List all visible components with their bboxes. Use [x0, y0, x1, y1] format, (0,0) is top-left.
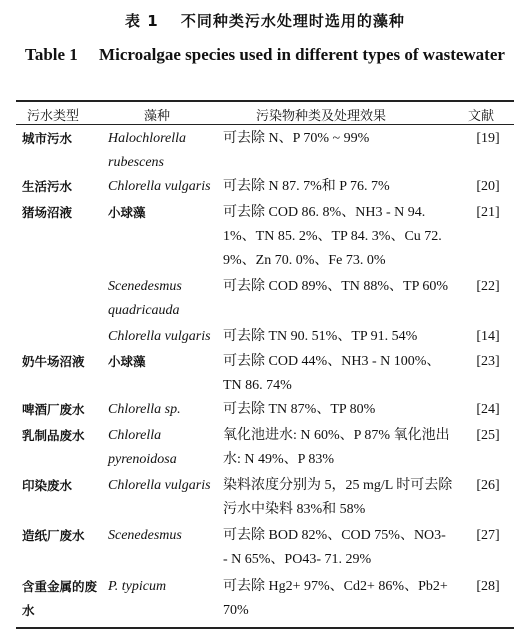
cell-effect: 可去除 COD 86. 8%、NH3 - N 94. 1%、TN 85. 2%、TP 84. 3%、Cu 72. 9%、Zn 70. 0%、Fe 73. 0% [223, 205, 442, 268]
cell-species: 小球藻 [108, 205, 146, 220]
cell-effect: 可去除 TN 90. 51%、TP 91. 54% [223, 329, 418, 344]
cell-ref: [22] [476, 279, 500, 294]
cell-ref: [19] [476, 131, 500, 146]
cell-type: 印染废水 [22, 478, 73, 493]
cell-species: Chlorella pyrenoidosa [108, 428, 177, 467]
cell-effect: 可去除 BOD 82%、COD 75%、NO3- - N 65%、PO43- 71. 29% [223, 528, 446, 567]
cell-type: 啤酒厂废水 [22, 402, 85, 417]
cell-ref: [21] [476, 205, 500, 220]
table-caption-en: Table 1 Microalgae species used in different types of wastewater [25, 45, 505, 64]
cell-effect: 氧化池进水: N 60%、P 87% 氧化池出水: N 49%、P 83% [223, 428, 450, 467]
cell-ref: [23] [476, 354, 500, 369]
cell-ref: [24] [476, 402, 500, 417]
cell-type: 生活污水 [22, 179, 73, 194]
table-caption-cn: 表 1 不同种类污水处理时选用的藻种 [125, 12, 405, 30]
cell-species: Chlorella vulgaris [108, 329, 211, 344]
cell-type: 城市污水 [22, 131, 73, 146]
cell-species: 小球藻 [108, 354, 146, 369]
cell-species: Scenedesmus quadricauda [108, 279, 182, 318]
header-ref: 文献 [468, 109, 495, 124]
cell-effect: 染料浓度分别为 5，25 mg/L 时可去除污水中染料 83%和 58% [223, 478, 453, 517]
cell-ref: [26] [476, 478, 500, 493]
cell-type: 奶牛场沼液 [22, 354, 85, 369]
cell-type: 猪场沼液 [22, 205, 73, 220]
cell-species: Chlorella vulgaris [108, 478, 211, 493]
cell-effect: 可去除 COD 89%、TN 88%、TP 60% [223, 279, 449, 294]
bottom-rule [16, 627, 514, 629]
cell-effect: 可去除 N 87. 7%和 P 76. 7% [223, 179, 390, 194]
header-species: 藻种 [144, 109, 171, 124]
header-effect: 污染物种类及处理效果 [256, 109, 387, 124]
cell-type: 造纸厂废水 [22, 528, 85, 543]
top-rule [16, 100, 514, 102]
cell-type: 乳制品废水 [22, 428, 85, 443]
cell-ref: [20] [476, 179, 500, 194]
cell-effect: 可去除 TN 87%、TP 80% [223, 402, 376, 417]
cell-species: Chlorella vulgaris [108, 179, 211, 194]
cell-effect: 可去除 N、P 70% ~ 99% [223, 131, 370, 146]
cell-ref: [27] [476, 528, 500, 543]
cell-species: P. typicum [108, 579, 167, 594]
header-type: 污水类型 [27, 109, 80, 124]
cell-effect: 可去除 COD 44%、NH3 - N 100%、TN 86. 74% [223, 354, 441, 393]
cell-effect: 可去除 Hg2+ 97%、Cd2+ 86%、Pb2+ 70% [223, 579, 448, 618]
cell-type: 含重金属的废水 [22, 579, 98, 618]
cell-species: Halochlorella rubescens [108, 131, 187, 170]
cell-species: Scenedesmus [108, 528, 182, 543]
cell-species: Chlorella sp. [108, 402, 181, 417]
cell-ref: [28] [476, 579, 500, 594]
cell-ref: [25] [476, 428, 500, 443]
cell-ref: [14] [476, 329, 500, 344]
header-rule [16, 124, 514, 125]
